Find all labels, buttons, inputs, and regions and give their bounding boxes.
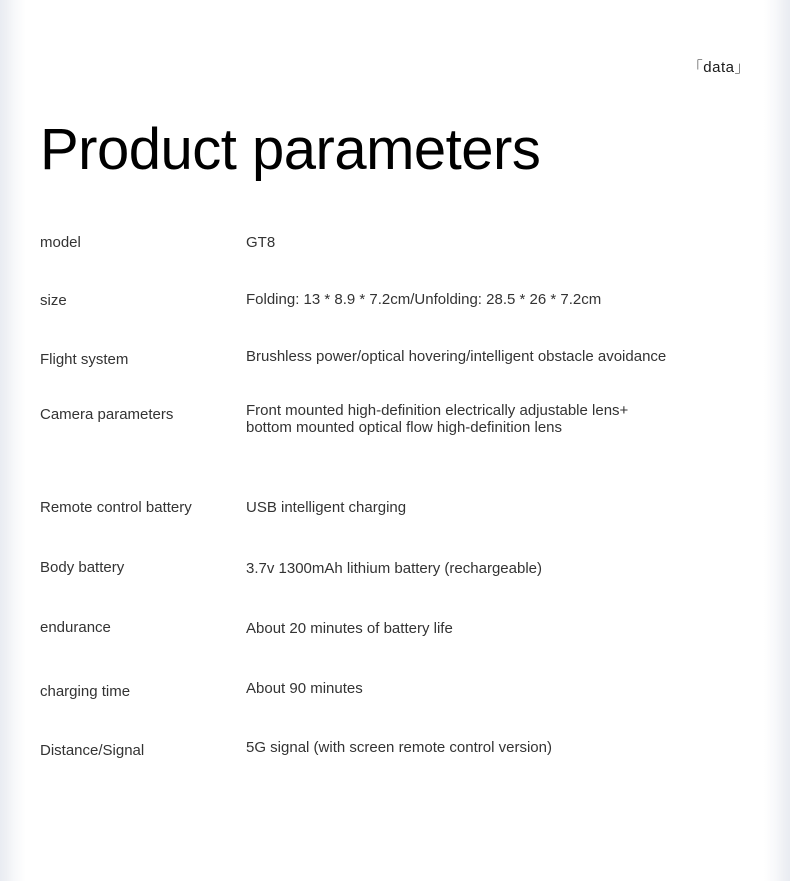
spec-label: charging time bbox=[40, 683, 131, 700]
spec-label: size bbox=[40, 292, 67, 309]
spec-value bbox=[246, 483, 756, 543]
spec-value bbox=[246, 335, 756, 390]
table-row bbox=[40, 483, 756, 543]
spec-value-line: GT8 bbox=[246, 234, 276, 251]
spec-value bbox=[246, 276, 756, 335]
spec-value-line: About 20 minutes of battery life bbox=[246, 620, 453, 637]
spec-label: Camera parameters bbox=[40, 406, 174, 423]
table-row bbox=[40, 390, 756, 483]
spec-value-line: Brushless power/optical hovering/intelligent obstacle avoidance bbox=[246, 348, 667, 365]
spec-label: endurance bbox=[40, 619, 111, 636]
table-row bbox=[40, 603, 756, 666]
spec-value bbox=[246, 666, 756, 726]
data-corner-label: 「data」 bbox=[687, 59, 750, 76]
spec-value-line: Front mounted high-definition electrically adjustable lens+ bbox=[246, 402, 629, 419]
spec-value bbox=[246, 218, 756, 276]
spec-value-line: USB intelligent charging bbox=[246, 499, 407, 516]
spec-value-line: 5G signal (with screen remote control version) bbox=[246, 739, 552, 756]
spec-value bbox=[246, 390, 756, 483]
spec-value bbox=[246, 726, 756, 784]
spec-label: model bbox=[40, 234, 81, 251]
spec-value-line: 3.7v 1300mAh lithium battery (rechargeable) bbox=[246, 560, 542, 577]
spec-value-line: About 90 minutes bbox=[246, 680, 363, 697]
spec-value-line: bottom mounted optical flow high-definition lens bbox=[246, 419, 563, 436]
spec-label: Remote control battery bbox=[40, 499, 192, 516]
spec-label: Body battery bbox=[40, 559, 125, 576]
spec-value bbox=[246, 603, 756, 666]
spec-value-line: Folding: 13 * 8.9 * 7.2cm/Unfolding: 28.5 * 26 * 7.2cm bbox=[246, 291, 602, 308]
spec-label: Distance/Signal bbox=[40, 742, 145, 759]
product-parameters-table bbox=[40, 218, 756, 784]
table-row bbox=[40, 218, 756, 276]
table-row bbox=[40, 726, 756, 784]
spec-label: Flight system bbox=[40, 351, 129, 368]
spec-value bbox=[246, 543, 756, 603]
table-row bbox=[40, 666, 756, 726]
table-row bbox=[40, 276, 756, 335]
table-row bbox=[40, 335, 756, 390]
table-row bbox=[40, 543, 756, 603]
page-title: Product parameters bbox=[40, 116, 541, 182]
